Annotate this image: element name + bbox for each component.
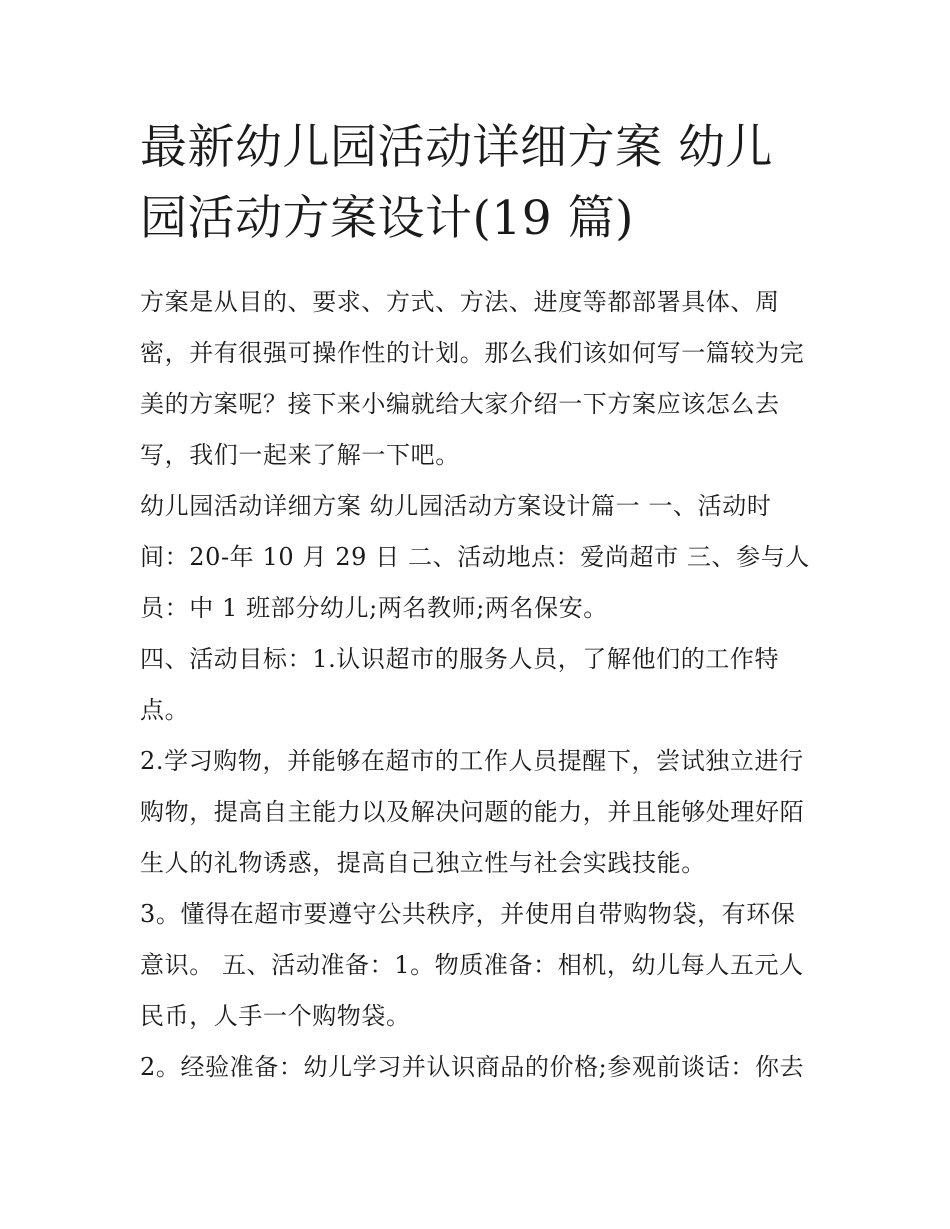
text-line: 2.学习购物，并能够在超市的工作人员提醒下，尝试独立进行: [140, 747, 804, 775]
text-line: 3。懂得在超市要遵守公共秩序，并使用自带购物袋，有环保: [140, 900, 796, 928]
text-line: 密，并有很强可操作性的计划。那么我们该如何写一篇较为完: [140, 339, 805, 367]
text-line: 生人的礼物诱惑，提高自己独立性与社会实践技能。: [140, 849, 706, 877]
text-line: 写，我们一起来了解一下吧。: [140, 441, 460, 469]
paragraph-goal-3: [140, 889, 820, 1042]
paragraph-goal-2: [140, 736, 820, 889]
text-line: 员：中 1 班部分幼儿;两名教师;两名保安。: [140, 594, 608, 622]
text-line: 方案是从目的、要求、方式、方法、进度等都部署具体、周: [140, 288, 780, 316]
text-line: 2。经验准备：幼儿学习并认识商品的价格;参观前谈话：你去: [140, 1053, 805, 1081]
text-line: 购物，提高自主能力以及解决问题的能力，并且能够处理好陌: [140, 798, 805, 826]
text-line: 幼儿园活动详细方案 幼儿园活动方案设计篇一 一、活动时: [140, 492, 772, 520]
paragraph-activity-info: [140, 481, 820, 634]
paragraph-intro: [140, 277, 820, 481]
document-title: [140, 112, 820, 254]
document-page: [140, 112, 820, 1093]
title-line-1: 最新幼儿园活动详细方案 幼儿: [140, 120, 773, 175]
paragraph-goal-1: [140, 634, 820, 736]
text-line: 点。: [140, 696, 190, 724]
text-line: 美的方案呢？接下来小编就给大家介绍一下方案应该怎么去: [140, 390, 780, 418]
text-line: 间：20-年 10 月 29 日 二、活动地点：爱尚超市 三、参与人: [140, 543, 810, 571]
title-line-2: 园活动方案设计(19 篇): [140, 191, 634, 246]
text-line: 四、活动目标：1.认识超市的服务人员，了解他们的工作特: [140, 645, 780, 673]
text-line: 民币，人手一个购物袋。: [140, 1002, 411, 1030]
paragraph-preparation: [140, 1042, 820, 1093]
text-line: 意识。 五、活动准备：1。物质准备：相机，幼儿每人五元人: [140, 951, 804, 979]
